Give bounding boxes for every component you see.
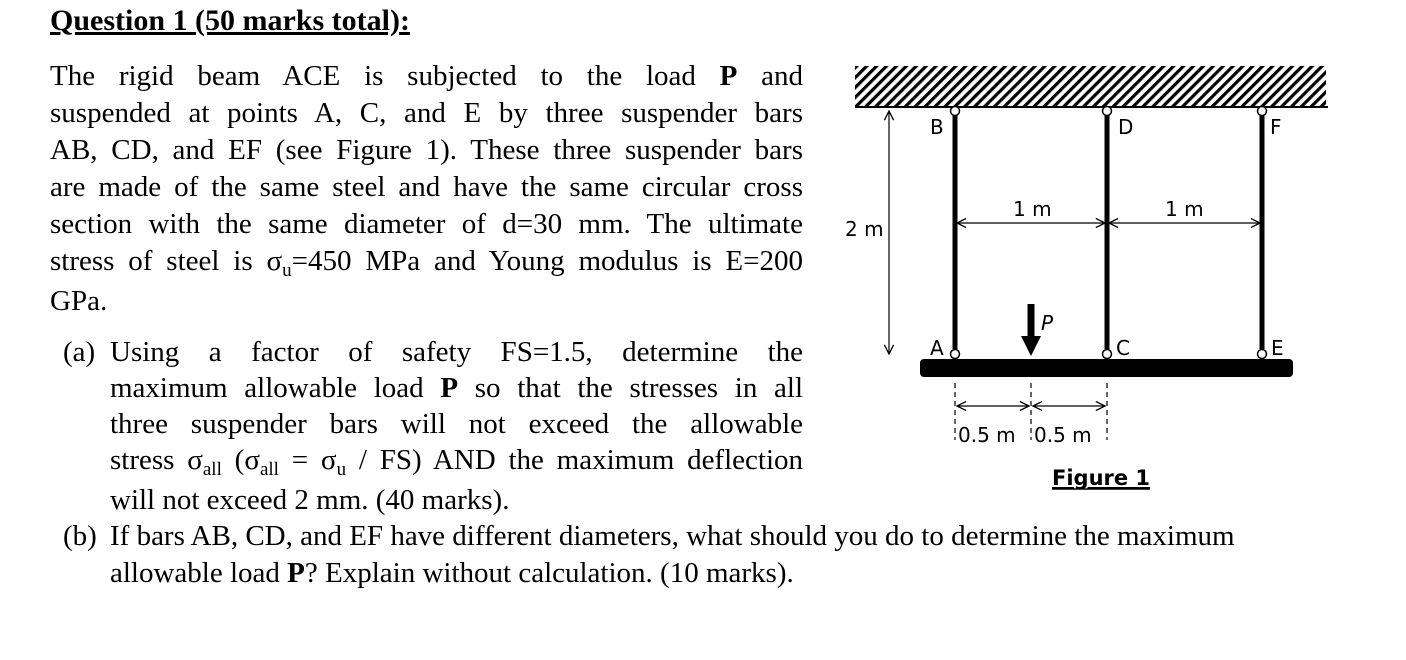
dim-height-label: 2 m bbox=[845, 217, 884, 241]
label-b: B bbox=[930, 115, 944, 139]
part-a-line-5: will not exceed 2 mm. (40 marks). bbox=[110, 484, 510, 516]
intro-line-2: suspended at points A, C, and E by three suspender bars bbox=[50, 97, 803, 129]
dim-offset-left-label: 0.5 m bbox=[958, 423, 1016, 447]
pin-b bbox=[951, 107, 960, 116]
part-a-line-4-text-b: (σ bbox=[221, 444, 260, 476]
part-b-line-2-text-a: allowable load bbox=[110, 557, 288, 589]
intro-line-5: section with the same diameter of d=30 mm. The ultimate bbox=[50, 208, 803, 240]
part-b-label: (b) bbox=[63, 520, 97, 552]
figure-caption: Figure 1 bbox=[1052, 466, 1151, 490]
dim-span-left-label: 1 m bbox=[1013, 197, 1052, 221]
load-p-label: P bbox=[1041, 311, 1054, 335]
rigid-beam-ace bbox=[920, 359, 1293, 377]
intro-line-7: GPa. bbox=[50, 285, 108, 317]
intro-line-6-text-a: stress of steel is σ bbox=[50, 245, 283, 277]
part-a-line-4-sub-3: u bbox=[336, 459, 347, 480]
label-c: C bbox=[1116, 336, 1130, 360]
pin-f bbox=[1258, 107, 1267, 116]
intro-line-3: AB, CD, and EF (see Figure 1). These three suspender bars bbox=[50, 134, 803, 166]
part-b-load-symbol-p: P bbox=[287, 557, 305, 589]
dim-offset-right-label: 0.5 m bbox=[1034, 423, 1092, 447]
pin-c bbox=[1103, 350, 1112, 359]
part-a-line-4-text-d: / FS) AND the maximum deflection bbox=[346, 444, 804, 476]
part-a-line-2-text-a: maximum allowable load bbox=[110, 372, 441, 404]
load-p-arrowhead bbox=[1021, 336, 1041, 356]
label-e: E bbox=[1271, 336, 1284, 360]
part-b-line-2-text-c: ? Explain without calculation. (10 marks). bbox=[304, 557, 794, 589]
intro-line-1-text-c: and bbox=[737, 60, 803, 92]
intro-line-6-text-b: =450 MPa and Young modulus is E=200 bbox=[291, 245, 804, 277]
part-a-line-1: Using a factor of safety FS=1.5, determine the bbox=[110, 336, 803, 368]
label-f: F bbox=[1270, 115, 1282, 139]
intro-line-6-subscript: u bbox=[282, 260, 292, 281]
part-a-line-4-sub-1: all bbox=[202, 459, 222, 480]
pin-a bbox=[951, 350, 960, 359]
label-a: A bbox=[930, 336, 944, 360]
part-a-line-3: three suspender bars will not exceed the allowable bbox=[110, 408, 803, 440]
pin-d bbox=[1103, 107, 1112, 116]
intro-line-1-text-a: The rigid beam ACE is subjected to the load bbox=[50, 60, 720, 92]
part-a-line-4-text-c: = σ bbox=[278, 444, 337, 476]
intro-line-4: are made of the same steel and have the same circular cross bbox=[50, 171, 803, 203]
load-symbol-p: P bbox=[719, 60, 738, 92]
fixed-support-hatch bbox=[855, 66, 1326, 106]
part-b-line-1: If bars AB, CD, and EF have different diameters, what should you do to determine the maximum bbox=[110, 520, 1235, 552]
part-a-load-symbol-p: P bbox=[440, 372, 459, 404]
part-a-line-4-text-a: stress σ bbox=[110, 444, 203, 476]
part-a-line-2-text-c: so that the stresses in all bbox=[458, 372, 804, 404]
part-a-label: (a) bbox=[63, 336, 96, 368]
pin-e bbox=[1258, 350, 1267, 359]
part-a-line-4-sub-2: all bbox=[259, 459, 279, 480]
question-title: Question 1 (50 marks total): bbox=[50, 4, 410, 37]
label-d: D bbox=[1118, 115, 1134, 139]
dim-span-right-label: 1 m bbox=[1165, 197, 1204, 221]
